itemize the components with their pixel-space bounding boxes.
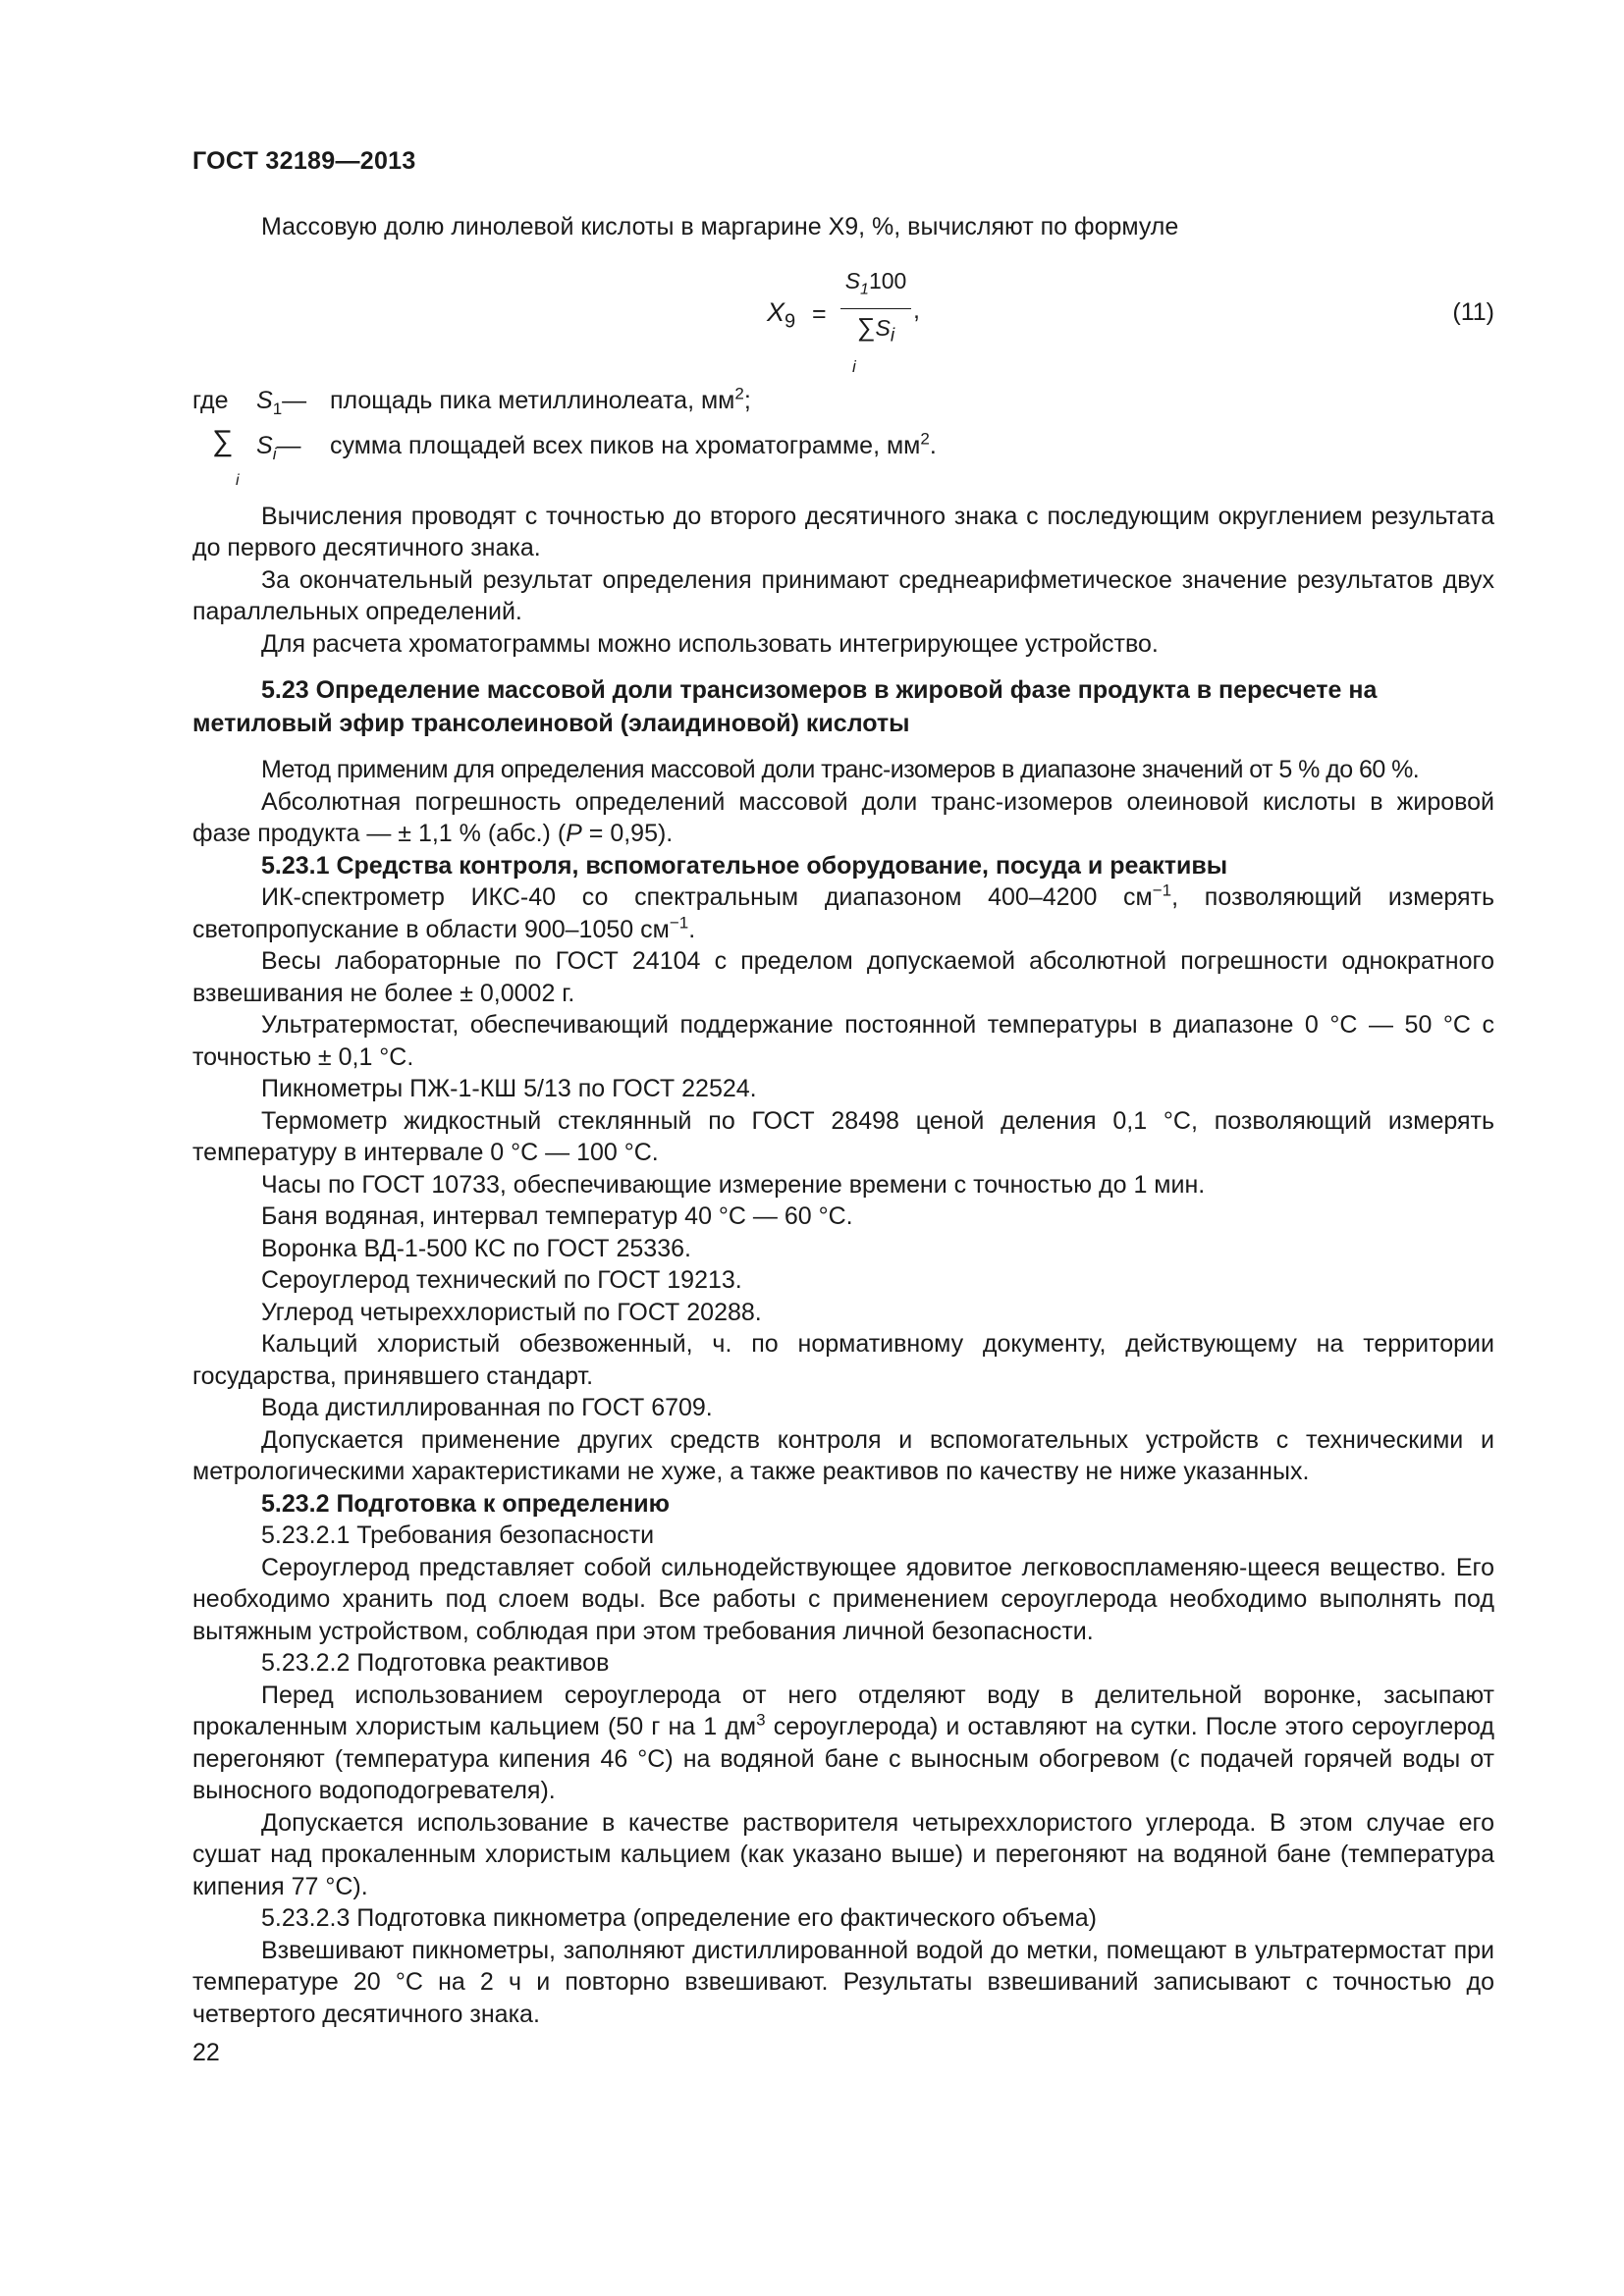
equipment-item: Баня водяная, интервал температур 40 °С — 60 °С.	[261, 1202, 853, 1230]
legend-s1-definition: площадь пика метиллинолеата, $мм^2$;	[330, 384, 751, 414]
formula-11	[192, 265, 1494, 376]
ik-spectrometer: ИК-спектрометр ИКС-40 со спектральным диапазоном 400–4200 $см^{-1}$, позволяющий измерять светопропускание в области 900–1050 $см^{-1}$.	[192, 881, 1494, 943]
equipment-item: Воронка ВД-1-500 КС по ГОСТ 25336.	[261, 1234, 691, 1262]
formula-intro: Массовую долю линолевой кислоты в маргарине X9, %, вычисляют по формуле	[261, 213, 1179, 240]
legend-si-symbol: $S_i—$	[256, 431, 301, 463]
subsection-heading-5-23-2-1: 5.23.2.1 Требования безопасности	[261, 1522, 655, 1549]
subsection-heading-5-23-2-2: 5.23.2.2 Подготовка реактивов	[261, 1649, 610, 1677]
reagents-paragraph: Перед использованием сероуглерода от него отделяют воду в делительной воронке, засыпают прокаленным хлористым кальцием (50 г на 1 $дм^3$ сероуглерода) и оставляют на сутки. После этого сероуглерод перегоняют (температура кипения 46 °С) на водяной бане с выносным обогревом (с подачей горячей воды от выносного водоподогревателя).	[192, 1681, 1494, 1804]
formula-comma: ,	[913, 295, 920, 324]
error-statement: Абсолютная погрешность определений массовой доли транс-изомеров олеиновой кислоты в жировой фазе продукта — ± 1,1 % (абс.) (P = 0,95).	[192, 787, 1494, 847]
paragraph: Для расчета хроматограммы можно использовать интегрирующее устройство.	[261, 629, 1159, 658]
formula-equals: =	[812, 299, 827, 328]
page-body	[192, 211, 1494, 2030]
fraction-numerator: $S_1100$	[840, 265, 911, 309]
section-heading-5-23: 5.23 Определение массовой доли трансизомеров в жировой фазе продукта в пересчете на метиловый эфир трансолеиновой (элаидиновой) кислоты	[192, 676, 1378, 737]
formula-lhs: $X_9$	[767, 296, 796, 332]
equipment-item: Кальций хлористый обезвоженный, ч. по нормативному документу, действующему на территории государства, принявшего стандарт.	[192, 1330, 1494, 1390]
where-word: где	[192, 386, 229, 414]
safety-paragraph: Сероуглерод представляет собой сильнодействующее ядовитое легковоспламеняю-щееся вещество. Его необходимо хранить под слоем воды. Все работы с применением сероуглерода необходимо выполнять под вытяжным устройством, соблюдая при этом требования личной безопасности.	[192, 1553, 1494, 1645]
subsection-heading-5-23-2-3: 5.23.2.3 Подготовка пикнометра (определение его фактического объема)	[261, 1904, 1097, 1932]
reagents-alt-paragraph: Допускается использование в качестве растворителя четыреххлористого углерода. В этом случае его сушат над прокаленным хлористым кальцием (как указано выше) и перегоняют на водяной бане (температура кипения 77 °С).	[192, 1808, 1494, 1900]
equipment-item: Допускается применение других средств контроля и вспомогательных устройств с техническими и метрологическими характеристиками не хуже, а также реактивов по качеству не ниже указанных.	[192, 1425, 1494, 1485]
equipment-item: Весы лабораторные по ГОСТ 24104 с пределом допускаемой абсолютной погрешности однократного взвешивания не более ± 0,0002 г.	[192, 947, 1494, 1007]
equipment-item: Ультратермостат, обеспечивающий поддержание постоянной температуры в диапазоне 0 °С — 50 °С с точностью ± 0,1 °С.	[192, 1011, 1494, 1071]
equipment-item: Пикнометры ПЖ-1-КШ 5/13 по ГОСТ 22524.	[261, 1075, 757, 1102]
legend-sum-index: i	[236, 471, 240, 489]
method-scope: Метод применим для определения массовой доли транс-изомеров в диапазоне значений от 5 % до 60 %.	[261, 756, 1420, 783]
formula-legend	[192, 385, 1494, 501]
equipment-item: Сероуглерод технический по ГОСТ 19213.	[261, 1266, 742, 1294]
paragraph: За окончательный результат определения принимают среднеарифметическое значение результатов двух параллельных определений.	[192, 565, 1494, 625]
sum-index: i	[852, 356, 856, 376]
equipment-item: Вода дистиллированная по ГОСТ 6709.	[261, 1394, 713, 1421]
page-number: 22	[192, 2039, 220, 2066]
pycnometer-paragraph: Взвешивают пикнометры, заполняют дистиллированной водой до метки, помещают в ультратермостат при температуре 20 °С на 2 ч и повторно взвешивают. Результаты взвешиваний записывают с точностью до четвертого десятичного знака.	[192, 1936, 1494, 2028]
legend-s1-symbol: $S_1—$	[256, 386, 307, 418]
legend-sum-symbol: ∑	[212, 424, 234, 457]
equation-number: (11)	[1452, 297, 1494, 326]
standard-header: ГОСТ 32189—2013	[192, 147, 416, 175]
formula-fraction	[840, 265, 911, 352]
paragraph: Вычисления проводят с точностью до второго десятичного знака с последующим округлением результата до первого десятичного знака.	[192, 502, 1494, 561]
fraction-denominator: $\sum S_i$	[856, 311, 895, 347]
equipment-item: Часы по ГОСТ 10733, обеспечивающие измерение времени с точностью до 1 мин.	[261, 1170, 1206, 1199]
equipment-item: Термометр жидкостный стеклянный по ГОСТ 28498 ценой деления 0,1 °С, позволяющий измерять температуру в интервале 0 °С — 100 °С.	[192, 1106, 1494, 1166]
section-heading-5-23-2: 5.23.2 Подготовка к определению	[261, 1489, 670, 1518]
equipment-item: Углерод четыреххлористый по ГОСТ 20288.	[261, 1298, 762, 1326]
section-heading-5-23-1: 5.23.1 Средства контроля, вспомогательное оборудование, посуда и реактивы	[261, 851, 1228, 880]
legend-si-definition: сумма площадей всех пиков на хроматограмме, $мм^2$.	[330, 429, 937, 459]
